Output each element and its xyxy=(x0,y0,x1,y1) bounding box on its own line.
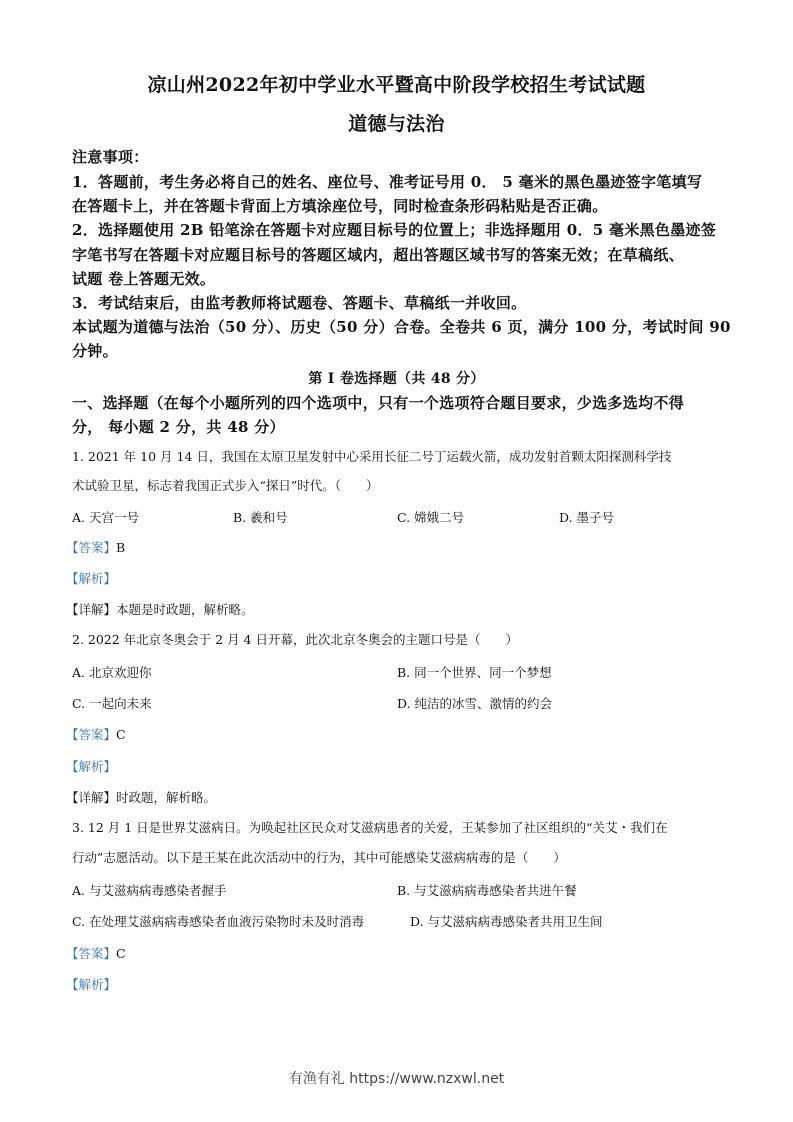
question-3-stem: 行动”志愿活动。以下是王某在此次活动中的行为，其中可能感染艾滋病病毒的是（ ） xyxy=(72,850,566,865)
notice-line: 试题 卷上答题无效。 xyxy=(72,270,216,288)
answer-tag: 【答案】 xyxy=(66,540,117,555)
q2-option-d: D. 纯洁的冰雪、激情的约会 xyxy=(397,696,553,711)
q1-detail: 【详解】本题是时政题，解析略。 xyxy=(66,602,254,617)
notice-line: 分钟。 xyxy=(72,342,118,360)
exam-subtitle: 道德与法治 xyxy=(348,113,445,135)
q1-option-b: B. 羲和号 xyxy=(233,510,288,525)
notice-heading: 注意事项： xyxy=(72,148,149,166)
exam-title: 凉山州2022年初中学业水平暨高中阶段学校招生考试试题 xyxy=(147,74,646,96)
notice-line: 字笔书写在答题卡对应题目标号的答题区域内，超出答题区域书写的答案无效；在草稿纸、 xyxy=(72,246,685,264)
notice-line: 2．选择题使用 2B 铅笔涂在答题卡对应题目标号的位置上；非选择题用 0．5 毫米黑色墨迹签 xyxy=(72,221,717,239)
section-heading: 第 I 卷选择题（共 48 分） xyxy=(308,371,485,387)
part-heading: 分， 每小题 2 分，共 48 分） xyxy=(72,418,285,436)
q2-detail: 【详解】时政题，解析略。 xyxy=(66,790,217,805)
q2-option-a: A. 北京欢迎你 xyxy=(72,665,152,680)
q2-option-c: C. 一起向未来 xyxy=(72,696,152,711)
question-1-stem: 1. 2021 年 10 月 14 日，我国在太原卫星发射中心采用长征二号丁运载火箭，成功发射首颗太阳探测科学技 xyxy=(72,449,672,464)
answer-tag: 【答案】 xyxy=(66,946,117,961)
question-2-stem: 2. 2022 年北京冬奥会于 2 月 4 日开幕，此次北京冬奥会的主题口号是（ ） xyxy=(72,632,518,647)
question-3-stem: 3. 12 月 1 日是世界艾滋病日。为唤起社区民众对艾滋病患者的关爱，王某参加了社区组织的“关艾・我们在 xyxy=(72,820,668,835)
q1-analysis-tag: 【解析】 xyxy=(66,571,117,586)
q3-option-d: D. 与艾滋病病毒感染者共用卫生间 xyxy=(410,914,603,929)
notice-line: 在答题卡上，并在答题卡背面上方填涂座位号，同时检查条形码粘贴是否正确。 xyxy=(72,197,608,215)
q1-option-d: D. 墨子号 xyxy=(559,510,615,525)
q3-option-a: A. 与艾滋病病毒感染者握手 xyxy=(72,883,227,898)
q3-answer: 【答案】C xyxy=(66,946,126,961)
q2-option-b: B. 同一个世界、同一个梦想 xyxy=(397,665,552,680)
q3-option-b: B. 与艾滋病病毒感染者共进午餐 xyxy=(397,883,577,898)
notice-line: 3．考试结束后，由监考教师将试题卷、答题卡、草稿纸一并收回。 xyxy=(72,294,527,312)
answer-tag: 【答案】 xyxy=(66,727,117,742)
q2-answer: 【答案】C xyxy=(66,727,126,742)
notice-line: 本试题为道德与法治（50 分）、历史（50 分）合卷。全卷共 6 页，满分 100 分，考试时间 90 xyxy=(72,318,731,336)
notice-line: 1．答题前，考生务必将自己的姓名、座位号、准考证号用 0． 5 毫米的黑色墨迹签字笔填写 xyxy=(72,173,703,191)
q1-option-c: C. 嫦娥二号 xyxy=(397,510,465,525)
q2-analysis-tag: 【解析】 xyxy=(66,759,117,774)
q3-analysis-tag: 【解析】 xyxy=(66,977,117,992)
part-heading: 一、选择题（在每个小题所列的四个选项中，只有一个选项符合题目要求，少选多选均不得 xyxy=(72,394,685,412)
question-1-stem: 术试验卫星，标志着我国正式步入“探日”时代。（ ） xyxy=(72,478,379,493)
q1-answer: 【答案】B xyxy=(66,540,126,555)
q3-option-c: C. 在处理艾滋病病毒感染者血液污染物时未及时消毒 xyxy=(72,914,365,929)
q1-option-a: A. 天宫一号 xyxy=(72,510,139,525)
footer-watermark: 有渔有礼 https://www.nzxwl.net xyxy=(288,1071,505,1087)
